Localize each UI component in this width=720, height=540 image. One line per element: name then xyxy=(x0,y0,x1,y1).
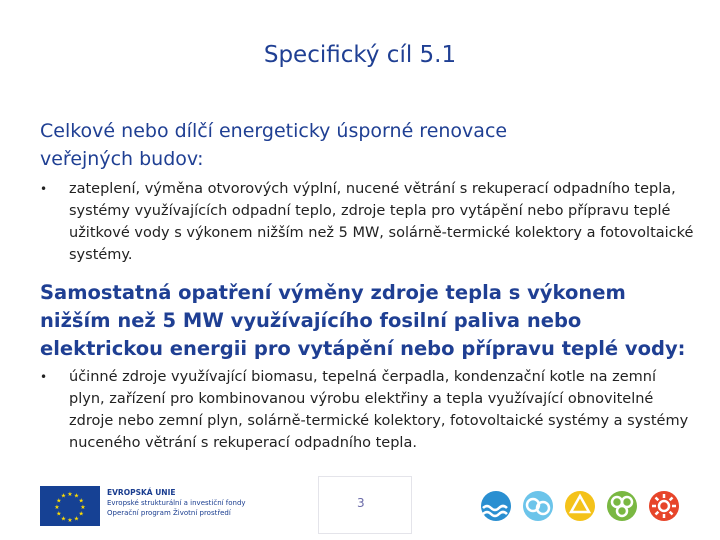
program-logos xyxy=(476,486,716,530)
svg-text:★: ★ xyxy=(67,517,73,524)
section2-heading-line3: elektrickou energii pro vytápění nebo přípravu teplé vody: xyxy=(40,337,686,360)
nature-icon xyxy=(607,491,637,521)
svg-text:★: ★ xyxy=(78,510,84,518)
page-number: 3 xyxy=(357,496,365,510)
page-number-box xyxy=(318,476,412,534)
waste-icon xyxy=(565,491,595,521)
svg-text:★: ★ xyxy=(54,504,60,511)
section2-heading xyxy=(40,279,700,363)
section2-heading-line2: nižším než 5 MW využívajícího fosilní paliva nebo xyxy=(40,309,582,332)
section2-heading-line1: Samostatná opatření výměny zdroje tepla s výkonem xyxy=(40,281,626,304)
svg-text:★: ★ xyxy=(73,492,80,500)
bullet-symbol: • xyxy=(40,182,48,196)
svg-text:★: ★ xyxy=(56,510,62,518)
svg-text:★: ★ xyxy=(80,504,86,511)
eu-line2: Evropské strukturální a investiční fondy xyxy=(107,499,246,507)
section1-bullet-text: zateplení, výměna otvorových výplní, nucené větrání s rekuperací odpadního tepla, systémy využívajících odpadní teplo, zdroje tepla pro vytápění nebo přípravu teplé užitkové vody s výkonem nižším než 5 MW, solárně-termické kolektory a fotovoltaické systémy. xyxy=(69,181,694,263)
air-icon xyxy=(523,491,553,521)
water-icon xyxy=(481,491,511,521)
energy-icon xyxy=(649,491,679,521)
slide-title: Specifický cíl 5.1 xyxy=(263,42,457,68)
eu-funding-text xyxy=(107,488,307,518)
eu-line1: EVROPSKÁ UNIE xyxy=(107,488,176,497)
eu-flag-icon xyxy=(40,486,100,526)
svg-text:★: ★ xyxy=(56,497,62,505)
section1-heading xyxy=(40,117,640,173)
svg-text:★: ★ xyxy=(60,492,67,500)
eu-line3: Operační program Životní prostředí xyxy=(107,509,231,517)
svg-text:★: ★ xyxy=(78,497,84,505)
section1-heading-line2: veřejných budov: xyxy=(40,148,204,170)
section1-heading-line1: Celkové nebo dílčí energeticky úsporné renovace xyxy=(40,120,508,142)
svg-text:★: ★ xyxy=(67,491,73,498)
svg-text:★: ★ xyxy=(73,515,80,523)
bullet-symbol: • xyxy=(40,370,48,384)
svg-text:★: ★ xyxy=(60,515,67,523)
section2-bullet-text: účinné zdroje využívající biomasu, tepelná čerpadla, kondenzační kotle na zemní plyn, zařízení pro kombinovanou výrobu elektřiny a tepla využívající obnovitelné zdroje nebo zemní plyn, solárně-termické kolektory, fotovoltaické systémy a systémy nuceného větrání s rekuperací odpadního tepla. xyxy=(69,369,689,451)
